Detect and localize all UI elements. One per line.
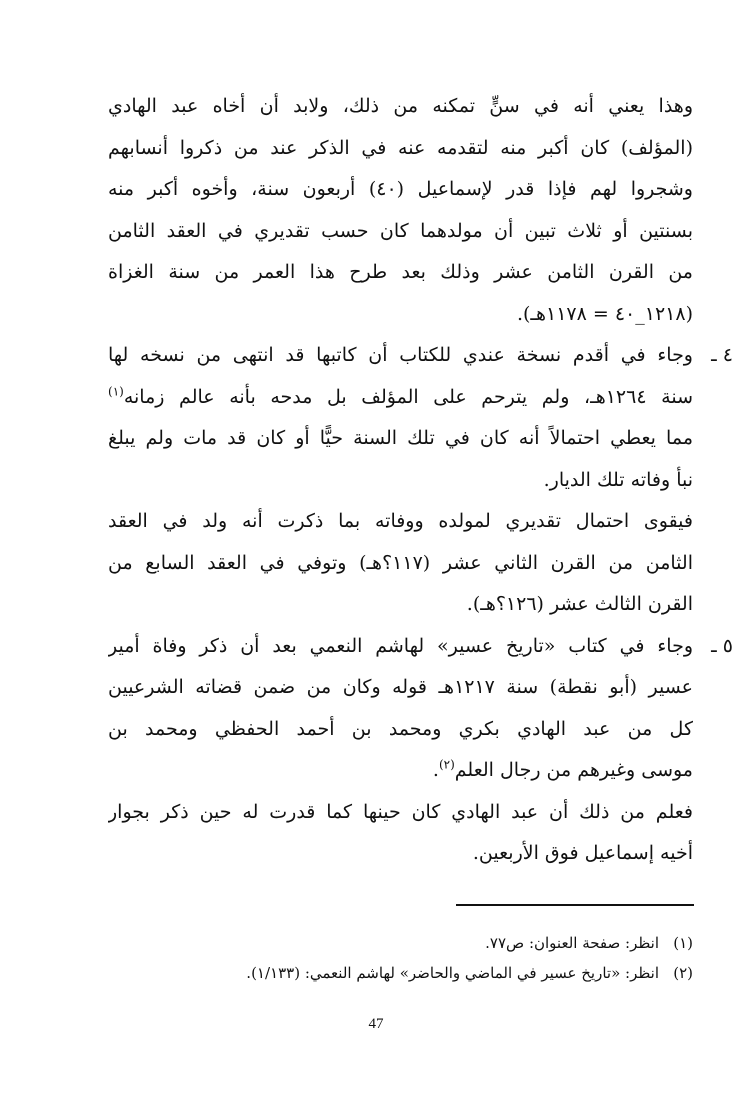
footnote-ref-2: (٢)	[438, 757, 455, 772]
text-line: (١٢١٨_٤٠ = ١١٧٨هـ).	[516, 302, 693, 325]
text-line	[108, 377, 693, 419]
text-line: وجاء في كتاب «تاريخ عسير» لهاشم النعمي بعد أن ذكر وفاة أمير	[108, 634, 693, 657]
text-line: بسنتين أو ثلاث تبين أن مولدهما كان حسب تقديري في العقد الثامن	[108, 219, 693, 242]
text-line: وجاء في أقدم نسخة عندي للكتاب أن كاتبها قد انتهى من نسخه لها	[108, 344, 693, 366]
text-line: الثامن من القرن الثاني عشر (١١٧؟هـ) وتوفي في العقد السابع من	[108, 551, 693, 574]
paragraph-estimate	[108, 501, 693, 626]
text-line	[108, 750, 693, 792]
footnote-1	[200, 928, 693, 958]
text-line: القرن الثالث عشر (١٢٦؟هـ).	[466, 593, 693, 615]
text-line: مما يعطي احتمالاً أنه كان في تلك السنة حيًّا أو كان قد مات ولم يبلغ	[108, 427, 693, 449]
footnote-text: انظر: صفحة العنوان: ص٧٧.	[485, 934, 659, 952]
footnotes	[200, 928, 693, 988]
text-line: وهذا يعني أنه في سنٍّ تمكنه من ذلك، ولابد أن أخاه عبد الهادي	[108, 95, 693, 117]
text-line: من القرن الثامن عشر وذلك بعد طرح هذا العمر من سنة الغزاة	[108, 261, 693, 283]
paragraph-conclusion	[108, 792, 693, 875]
footnote-number: (١)	[673, 934, 693, 952]
footnote-ref-1: (١)	[108, 384, 124, 399]
text-line: وشجروا لهم فإذا قدر لإسماعيل (٤٠) أربعون سنة، وأخوه أكبر منه	[108, 178, 693, 200]
list-item-4	[108, 335, 733, 501]
footnote-separator	[456, 904, 694, 906]
intro-paragraph	[108, 86, 693, 335]
item-number: ٥ ـ	[711, 634, 733, 657]
text-line: (المؤلف) كان أكبر منه لتقدمه عنه في الذكر عند من ذكروا أنسابهم	[108, 136, 693, 159]
footnote-text: انظر: «تاريخ عسير في الماضي والحاضر» لهاشم النعمي: (١/١٣٣).	[246, 964, 659, 982]
list-item-5	[108, 626, 733, 792]
text-segment: موسى وغيرهم من رجال العلم	[454, 759, 693, 781]
footnote-2	[200, 958, 693, 988]
text-segment: سنة ١٢٦٤هـ، ولم يترحم على المؤلف بل مدحه بأنه عالم زمانه	[123, 385, 693, 408]
text-line: عسير (أبو نقطة) سنة ١٢١٧هـ قوله وكان من ضمن قضاته الشرعيين	[108, 676, 693, 698]
main-text	[108, 86, 733, 875]
text-line: نبأ وفاته تلك الديار.	[543, 468, 693, 491]
text-line: فعلم من ذلك أن عبد الهادي كان حينها كما قدرت له حين ذكر بجوار	[108, 800, 693, 823]
text-line: فيقوى احتمال تقديري لمولده ووفاته بما ذكرت أنه ولد في العقد	[108, 510, 693, 532]
page-number: 47	[368, 1016, 384, 1032]
text-line: أخيه إسماعيل فوق الأربعين.	[472, 842, 693, 864]
footnote-number: (٢)	[673, 964, 693, 982]
text-segment: .	[432, 759, 439, 781]
item-number: ٤ ـ	[711, 344, 733, 366]
text-line: كل من عبد الهادي بكري ومحمد بن أحمد الحفظي ومحمد بن	[108, 717, 693, 740]
